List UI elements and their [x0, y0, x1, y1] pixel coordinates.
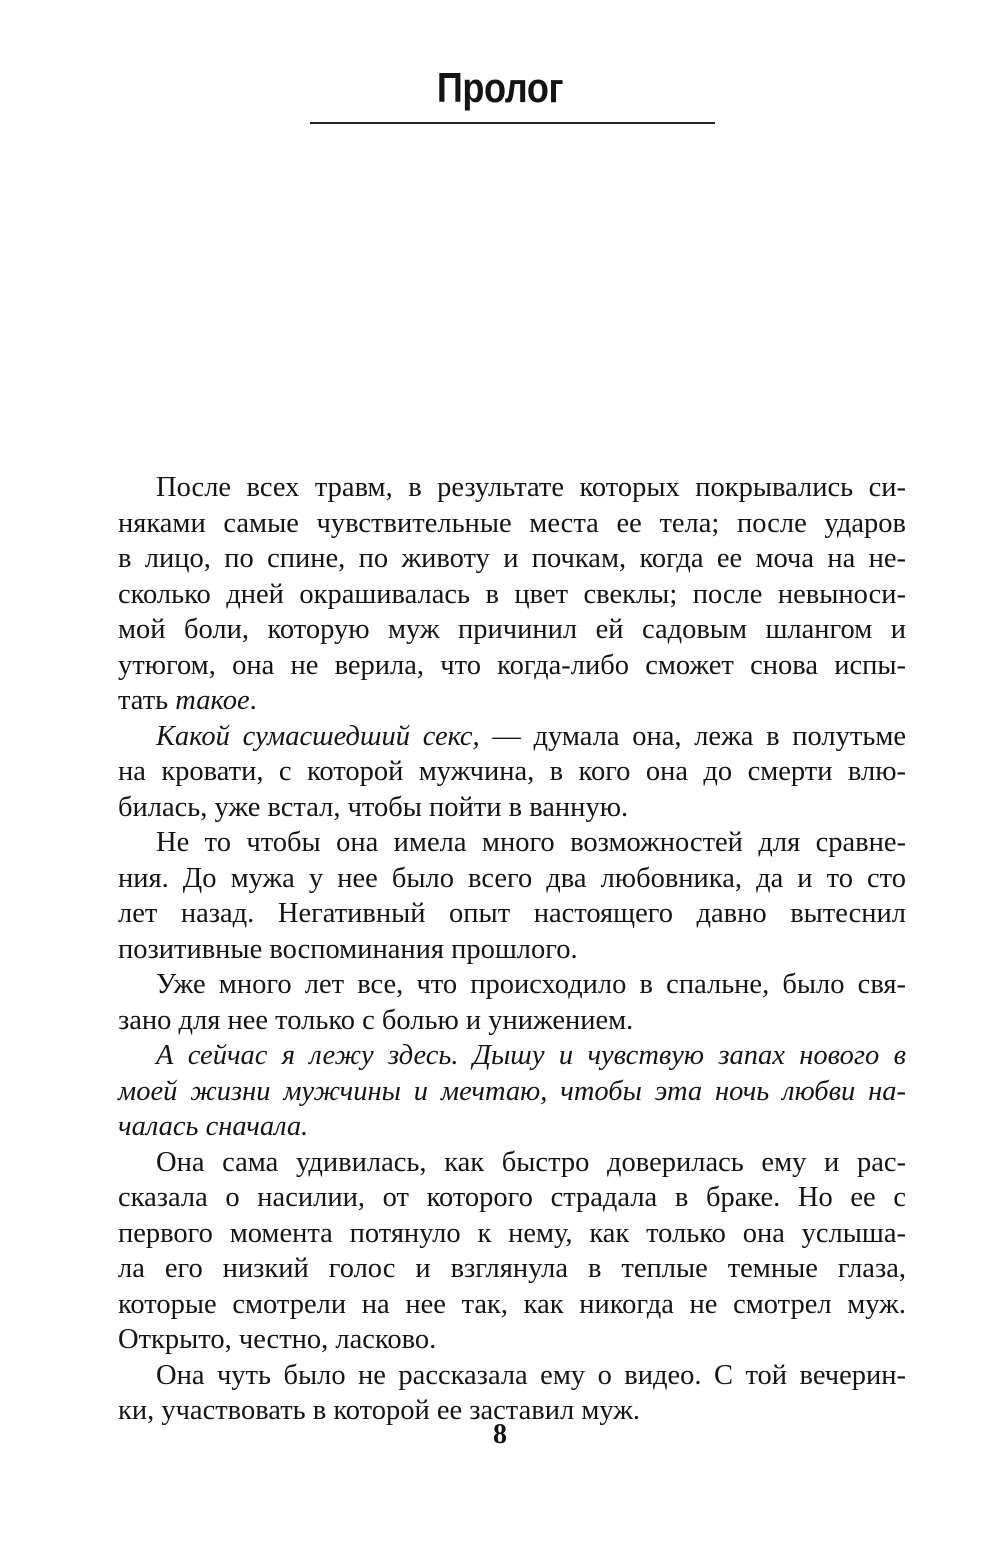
text-line: в лицо, по спине, по животу и почкам, когда ее моча на не- [118, 543, 906, 574]
italic-paragraph [118, 1038, 906, 1145]
text-line: зано для нее только с болью и унижением. [118, 1004, 634, 1036]
paragraph [118, 967, 906, 1038]
text-line: Уже много лет все, что происходило в спальне, было свя- [156, 969, 906, 1000]
text-line: сколько дней окрашивалась в цвет свеклы; после невыноси- [118, 578, 906, 610]
text-line: ла его низкий голос и взглянула в теплые темные глаза, [118, 1253, 906, 1284]
body-text [118, 470, 906, 1429]
text-line: мой боли, которую муж причинил ей садовым шлангом и [118, 614, 906, 645]
text-run: . [249, 685, 257, 716]
title-underline [310, 122, 715, 124]
text-line [118, 719, 906, 755]
text-line: Она чуть было не рассказала ему о видео. С той вечерин- [156, 1359, 906, 1391]
text-line: А сейчас я лежу здесь. Дышу и чувствую запах нового в [156, 1040, 906, 1071]
text-line: ки, участвовать в которой ее заставил муж. [118, 1395, 641, 1426]
text-line: ния. До мужа у нее было всего два любовника, да и то сто [118, 862, 906, 894]
text-line: которые смотрели на нее так, как никогда не смотрел муж. [118, 1288, 906, 1320]
text-line: первого момента потянуло к нему, как только она услыша- [118, 1217, 906, 1249]
text-line: Открыто, честно, ласково. [118, 1324, 437, 1355]
text-line: Она сама удивилась, как быстро доверилась ему и рас- [156, 1146, 906, 1178]
chapter-title: Пролог [436, 64, 564, 111]
text-line [118, 683, 906, 719]
text-line: няками самые чувствительные места ее тела; после ударов [118, 507, 906, 539]
text-line: лет назад. Негативный опыт настоящего давно вытеснил [118, 898, 906, 929]
text-line: сказала о насилии, от которого страдала в браке. Но ее с [118, 1182, 906, 1213]
text-line: Не то чтобы она имела много возможностей для сравне- [156, 827, 906, 858]
text-line: чалась сначала. [118, 1111, 309, 1142]
emphasis-text: такое [175, 685, 250, 716]
text-line: моей жизни мужчины и мечтаю, чтобы эта ночь любви на- [118, 1075, 906, 1107]
paragraph [118, 1145, 906, 1358]
paragraph [118, 825, 906, 967]
emphasis-text: Какой сумасшедший секс, [156, 720, 480, 752]
text-line: утюгом, она не верила, что когда-либо сможет снова испы- [118, 649, 906, 681]
text-run: — думала она, лежа в полутьме [479, 720, 907, 752]
text-line: позитивные воспоминания прошлого. [118, 933, 578, 965]
text-line: После всех травм, в результате которых покрывались си- [156, 472, 906, 503]
page-number: 8 [493, 1419, 507, 1450]
paragraph [118, 470, 906, 719]
text-line: на кровати, с которой мужчина, в кого она до смерти влю- [118, 756, 906, 787]
text-run: тать [118, 685, 176, 716]
text-line: билась, уже встал, чтобы пойти в ванную. [118, 791, 629, 823]
paragraph [118, 719, 906, 826]
